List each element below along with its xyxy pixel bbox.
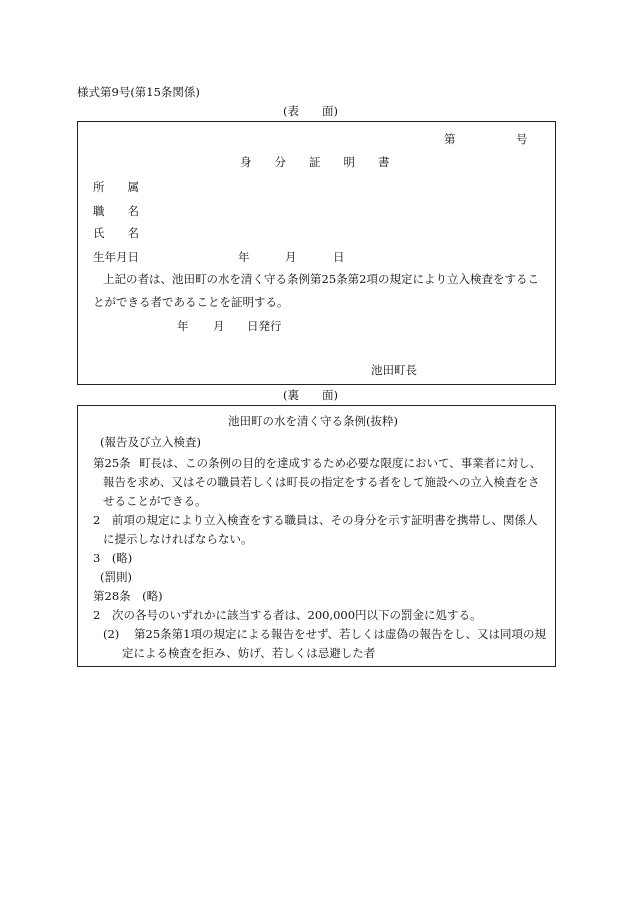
article-28-p2-text: 次の各号のいずれかに該当する者は、200,000円以下の罰金に処する。 — [112, 608, 482, 622]
article-25-p2-line-1: 前項の規定により立入検査をする職員は、その身分を示す証明書を携帯し、関係人 — [112, 513, 538, 527]
number-suffix: 号 — [516, 132, 528, 146]
form-label: 様式第9号(第15条関係) — [77, 85, 200, 99]
field-affiliation: 所 属 — [93, 180, 139, 194]
article-25-line-3: せることができる。 — [103, 494, 207, 508]
article-25-p3: 3 (略) — [93, 551, 133, 565]
front-side-label: (表 面) — [283, 104, 338, 118]
article-25-p2-line-2: に提示しなければならない。 — [103, 532, 253, 546]
article-25-number: 第25条 — [93, 456, 131, 470]
item-2-line-1: 第25条第1項の規定による報告をせず、若しくは虚偽の報告をし、又は同項の規 — [134, 627, 547, 641]
item-2-line-2: 定による検査を拒み、妨げ、若しくは忌避した者 — [122, 646, 376, 660]
heading-report-inspection: (報告及び立入検査) — [100, 435, 201, 449]
statement-line-2: とができる者であることを証明する。 — [93, 295, 289, 309]
number-prefix: 第 — [444, 132, 456, 146]
birth-year: 年 — [238, 250, 250, 264]
issuer: 池田町長 — [371, 363, 417, 377]
statement-line-1: 上記の者は、池田町の水を清く守る条例第25条第2項の規定により立入検査をするこ — [103, 272, 539, 286]
back-side-label: (裏 面) — [283, 388, 338, 402]
issue-year: 年 — [177, 319, 189, 333]
card-title: 身 分 証 明 書 — [240, 155, 390, 169]
article-25-p2-number: 2 — [93, 513, 101, 527]
issue-day: 日発行 — [247, 319, 282, 333]
ordinance-title: 池田町の水を清く守る条例(抜粋) — [228, 414, 398, 428]
item-2-number: (2) — [103, 627, 120, 641]
article-25-line-1: 町長は、この条例の目的を達成するため必要な限度において、事業者に対し、 — [139, 456, 542, 470]
article-28-p2-number: 2 — [93, 608, 101, 622]
birth-day: 日 — [333, 250, 345, 264]
heading-penalties: (罰則) — [100, 570, 132, 584]
article-28: 第28条 (略) — [93, 589, 163, 603]
birth-month: 月 — [285, 250, 297, 264]
field-position: 職 名 — [93, 204, 139, 218]
issue-month: 月 — [213, 319, 225, 333]
field-name: 氏 名 — [93, 226, 139, 240]
article-25-line-2: 報告を求め、又はその職員若しくは町長の指定をする者をして施設への立入検査をさ — [103, 475, 540, 489]
field-birthdate: 生年月日 — [93, 250, 139, 264]
